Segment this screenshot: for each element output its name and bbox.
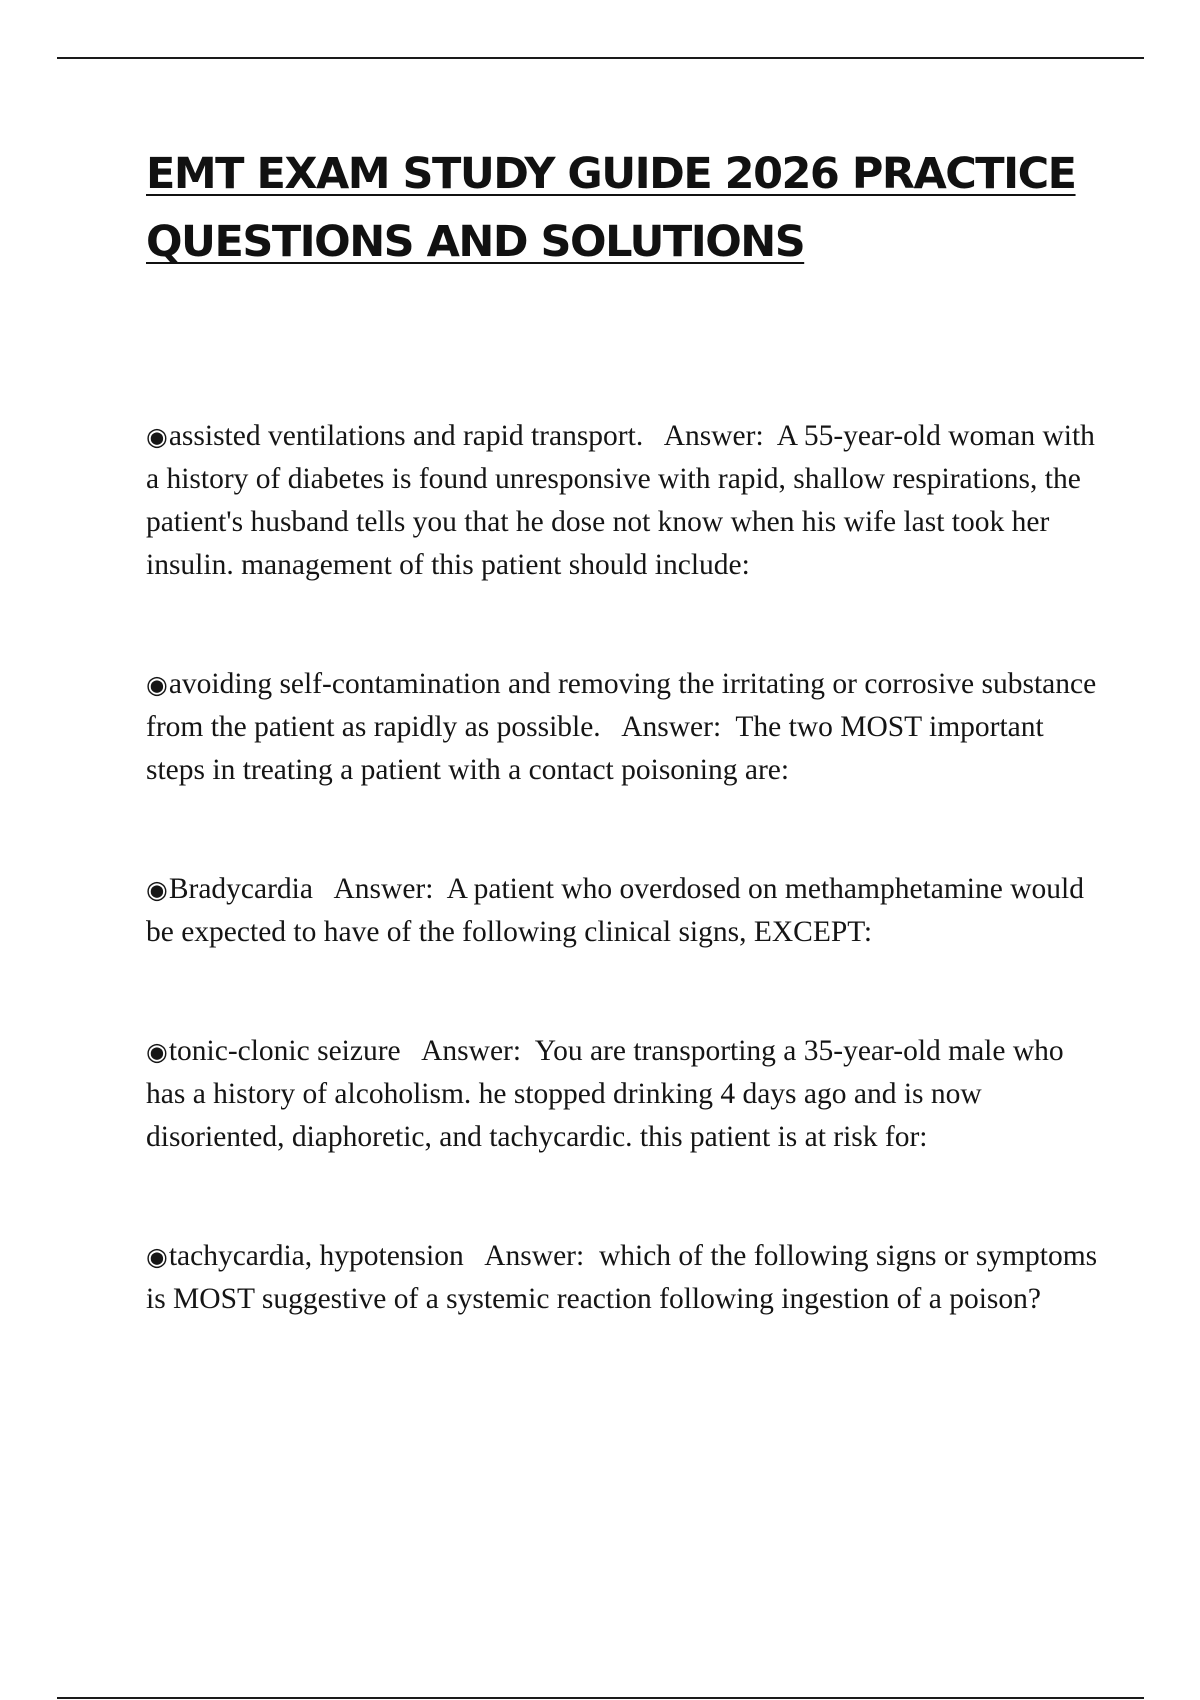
flashcard-entry — [146, 663, 1106, 792]
answer-label: Answer: — [421, 1035, 522, 1067]
answer-label: Answer: — [663, 420, 764, 452]
entry-question: which of the following signs or symptoms is MOST suggestive of a systemic reaction following ingestion of a poison? — [146, 1240, 1098, 1315]
title-line-2: QUESTIONS AND SOLUTIONS — [146, 217, 805, 267]
entry-question: A patient who overdosed on methamphetamine would be expected to have of the following clinical signs, EXCEPT: — [146, 873, 1084, 948]
top-rule — [57, 57, 1144, 59]
entry-term: tachycardia, hypotension — [168, 1240, 464, 1272]
title-line-1: EMT EXAM STUDY GUIDE 2026 PRACTICE — [146, 149, 1076, 199]
flashcard-entry — [146, 868, 1106, 954]
entry-question: You are transporting a 35-year-old male who has a history of alcoholism. he stopped drinking 4 days ago and is now disoriented, diaphoretic, and tachycardic. this patient is at risk for: — [146, 1035, 1064, 1153]
flashcard-entry — [146, 415, 1106, 587]
radio-bullet-icon: ◉ — [146, 875, 168, 904]
entry-question: A 55-year-old woman with a history of diabetes is found unresponsive with rapid, shallow respirations, the patient's husband tells you that he dose not know when his wife last took her insulin. management of this patient should include: — [146, 420, 1095, 581]
document-title — [146, 140, 1106, 276]
answer-label: Answer: — [333, 873, 434, 905]
flashcard-list — [146, 415, 1106, 1321]
entry-term: Bradycardia — [168, 873, 313, 905]
radio-bullet-icon: ◉ — [146, 1037, 168, 1066]
entry-term: tonic-clonic seizure — [168, 1035, 401, 1067]
bottom-rule — [57, 1697, 1144, 1699]
radio-bullet-icon: ◉ — [146, 670, 168, 699]
radio-bullet-icon: ◉ — [146, 1242, 168, 1271]
entry-term: avoiding self-contamination and removing the irritating or corrosive substance from the patient as rapidly as possible. — [146, 668, 1097, 743]
answer-label: Answer: — [621, 711, 722, 743]
entry-question: The two MOST important steps in treating a patient with a contact poisoning are: — [146, 711, 1044, 786]
answer-label: Answer: — [484, 1240, 585, 1272]
flashcard-entry — [146, 1235, 1106, 1321]
entry-term: assisted ventilations and rapid transport. — [168, 420, 644, 452]
flashcard-entry — [146, 1030, 1106, 1159]
radio-bullet-icon: ◉ — [146, 422, 168, 451]
